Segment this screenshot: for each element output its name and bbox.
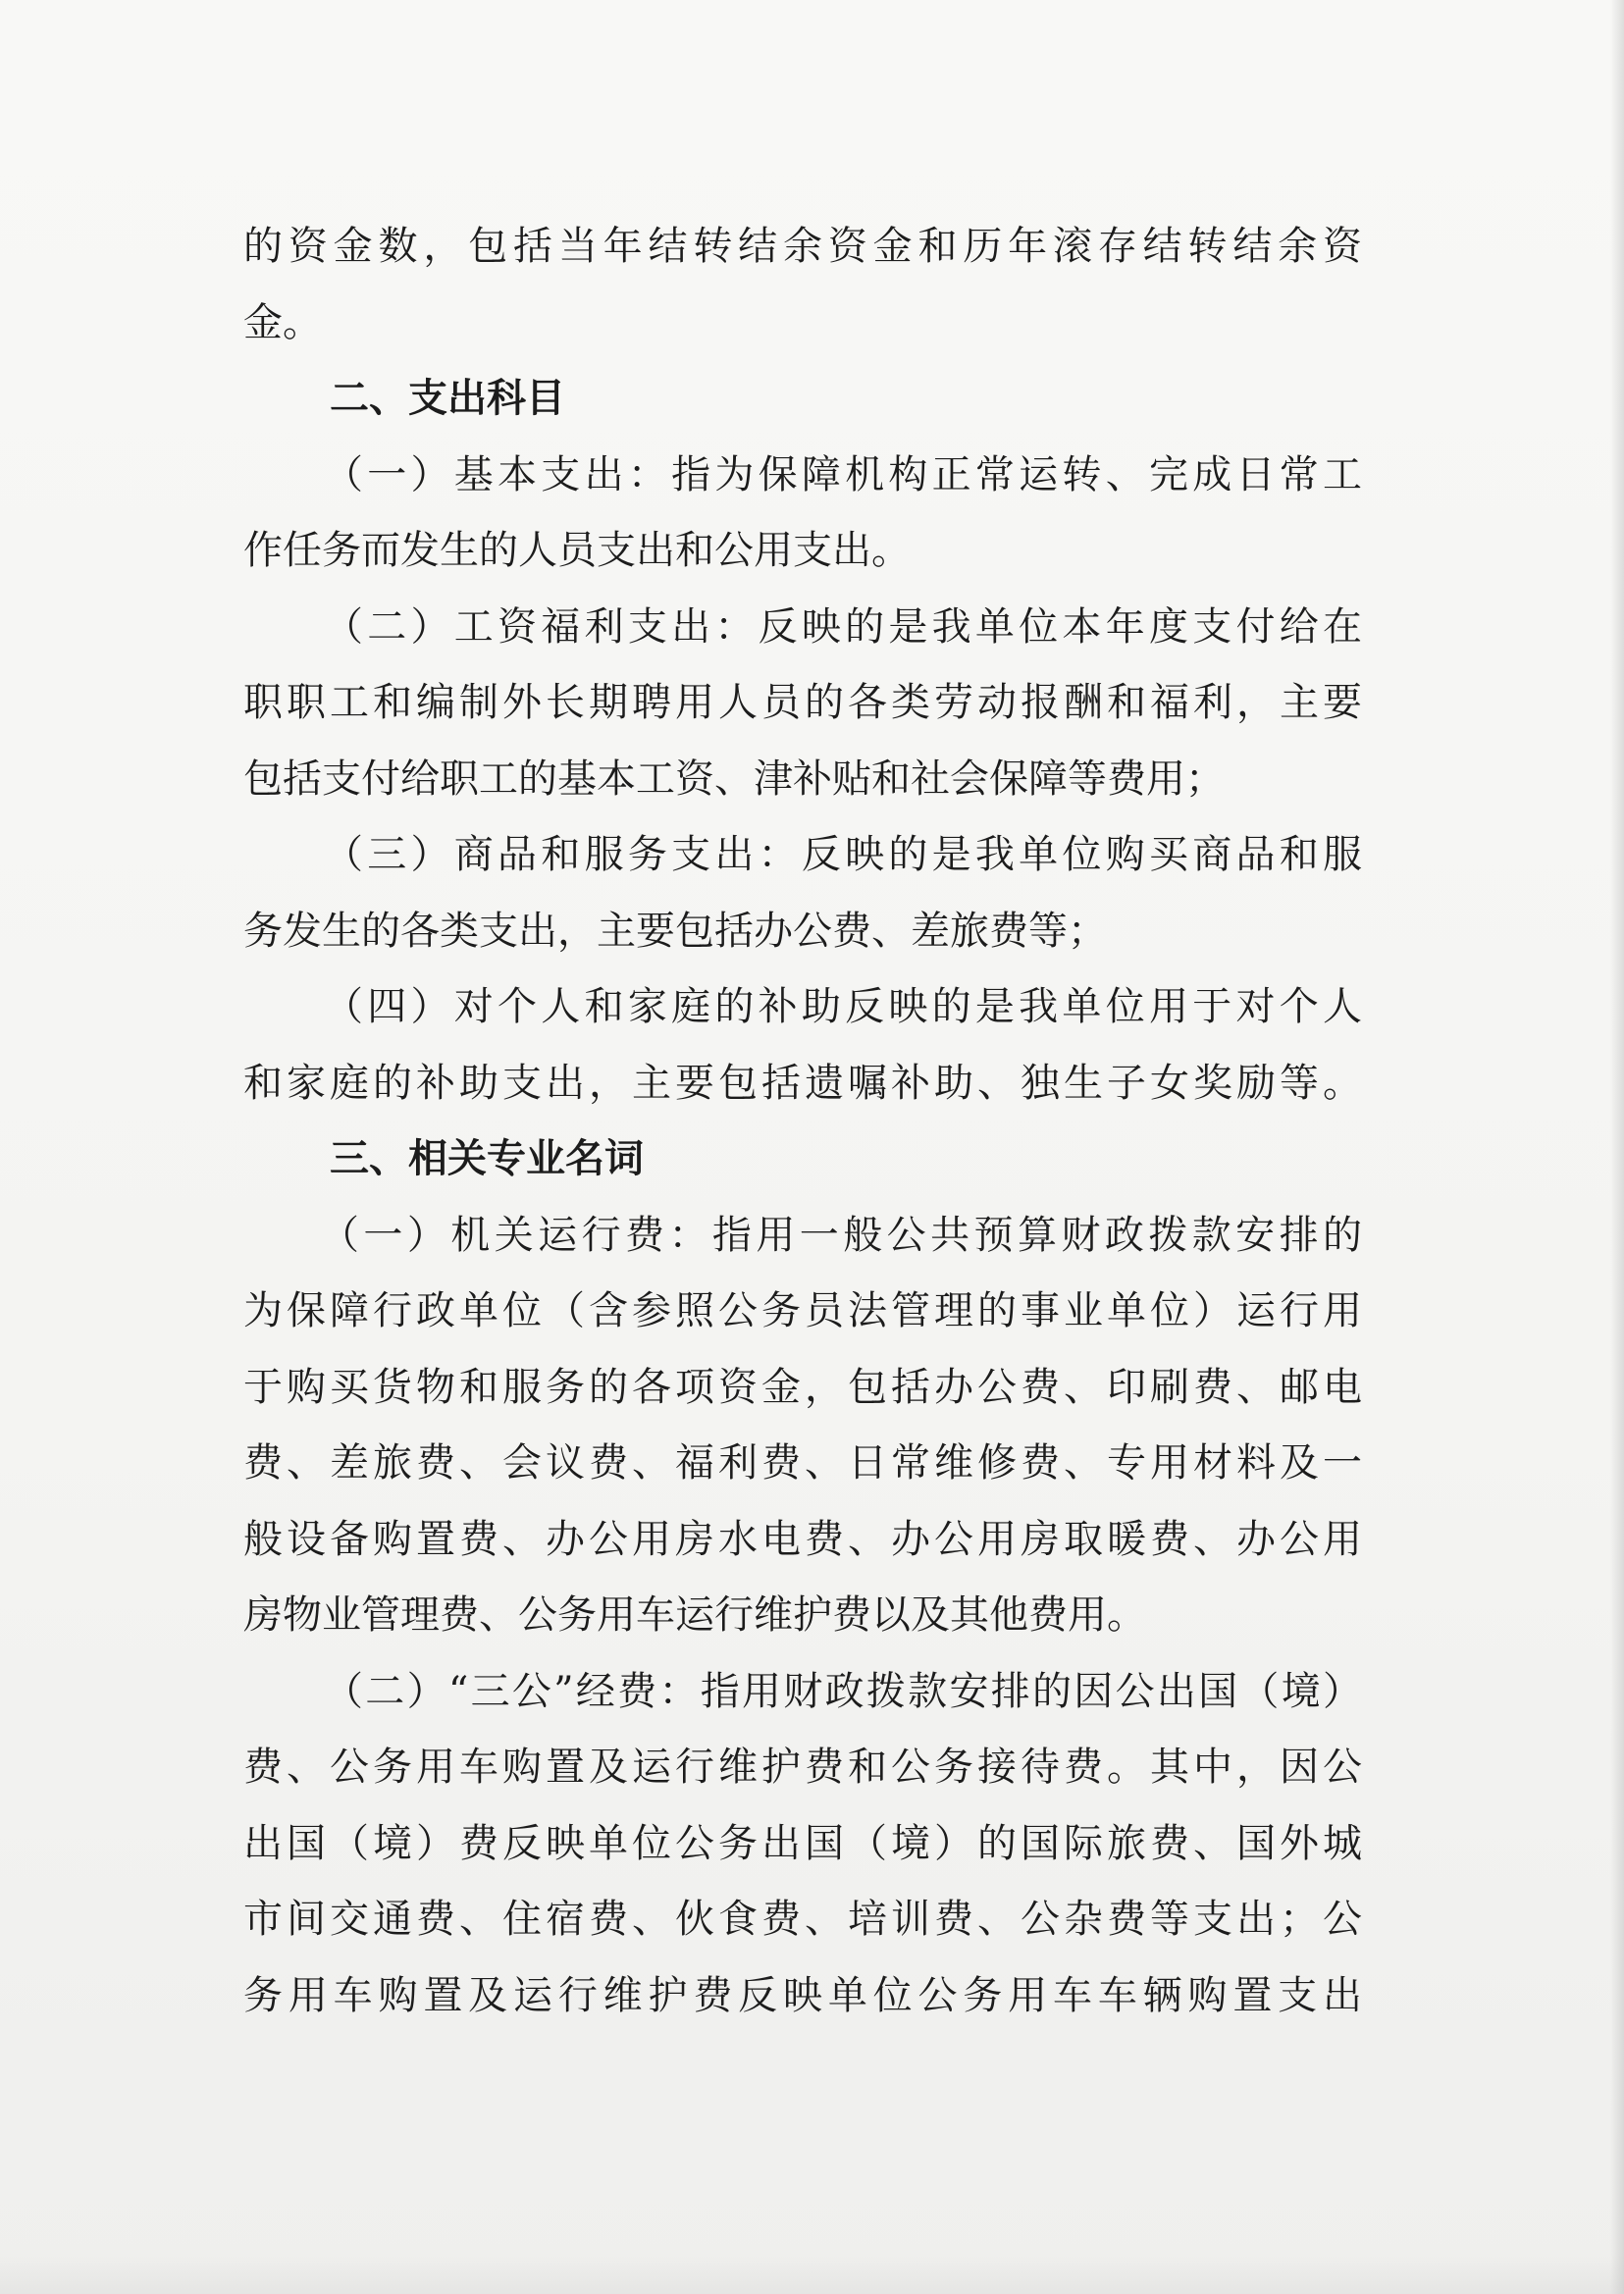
document-body bbox=[243, 214, 1362, 2039]
paragraph-line: 务用车购置及运行维护费反映单位公务用车车辆购置支出 bbox=[243, 1972, 1362, 2018]
scan-edge-shadow bbox=[1610, 0, 1624, 2294]
paragraph-line: 为保障行政单位（含参照公务员法管理的事业单位）运行用 bbox=[243, 1288, 1362, 1333]
paragraph-line: 的资金数，包括当年结转结余资金和历年滚存结转结余资 bbox=[243, 224, 1362, 269]
section-heading: 二、支出科目 bbox=[330, 376, 565, 421]
scan-bottom-shadow bbox=[0, 2255, 1624, 2294]
paragraph-line: 市间交通费、住宿费、伙食费、培训费、公杂费等支出；公 bbox=[243, 1897, 1362, 1942]
paragraph-line: （一）基本支出：指为保障机构正常运转、完成日常工 bbox=[324, 451, 1362, 497]
paragraph-line: （二）“三公”经费：指用财政拨款安排的因公出国（境） bbox=[324, 1668, 1362, 1714]
paragraph-line: 作任务而发生的人员支出和公用支出。 bbox=[243, 528, 911, 573]
paragraph-line: 费、公务用车购置及运行维护费和公务接待费。其中，因公 bbox=[243, 1745, 1362, 1790]
paragraph-line: 包括支付给职工的基本工资、津补贴和社会保障等费用； bbox=[243, 756, 1225, 802]
paragraph-line: （四）对个人和家庭的补助反映的是我单位用于对个人 bbox=[324, 984, 1362, 1029]
paragraph-line: 务发生的各类支出，主要包括办公费、差旅费等； bbox=[243, 908, 1107, 954]
paragraph-line: （一）机关运行费：指用一般公共预算财政拨款安排的 bbox=[320, 1212, 1362, 1258]
paragraph-line: 般设备购置费、办公用房水电费、办公用房取暖费、办公用 bbox=[243, 1516, 1362, 1562]
paragraph-line: 金。 bbox=[243, 299, 322, 345]
paragraph-line: 房物业管理费、公务用车运行维护费以及其他费用。 bbox=[243, 1592, 1146, 1638]
paragraph-line: （二）工资福利支出：反映的是我单位本年度支付给在 bbox=[324, 603, 1362, 650]
paragraph-line: （三）商品和服务支出：反映的是我单位购买商品和服 bbox=[324, 832, 1362, 877]
paragraph-line: 于购买货物和服务的各项资金，包括办公费、印刷费、邮电 bbox=[243, 1364, 1362, 1410]
paragraph-line: 出国（境）费反映单位公务出国（境）的国际旅费、国外城 bbox=[243, 1820, 1362, 1866]
paragraph-line: 费、差旅费、会议费、福利费、日常维修费、专用材料及一 bbox=[243, 1440, 1362, 1486]
paragraph-line: 职职工和编制外长期聘用人员的各类劳动报酬和福利，主要 bbox=[243, 680, 1362, 725]
section-heading: 三、相关专业名词 bbox=[330, 1136, 644, 1181]
paragraph-line: 和家庭的补助支出，主要包括遗嘱补助、独生子女奖励等。 bbox=[243, 1060, 1362, 1106]
